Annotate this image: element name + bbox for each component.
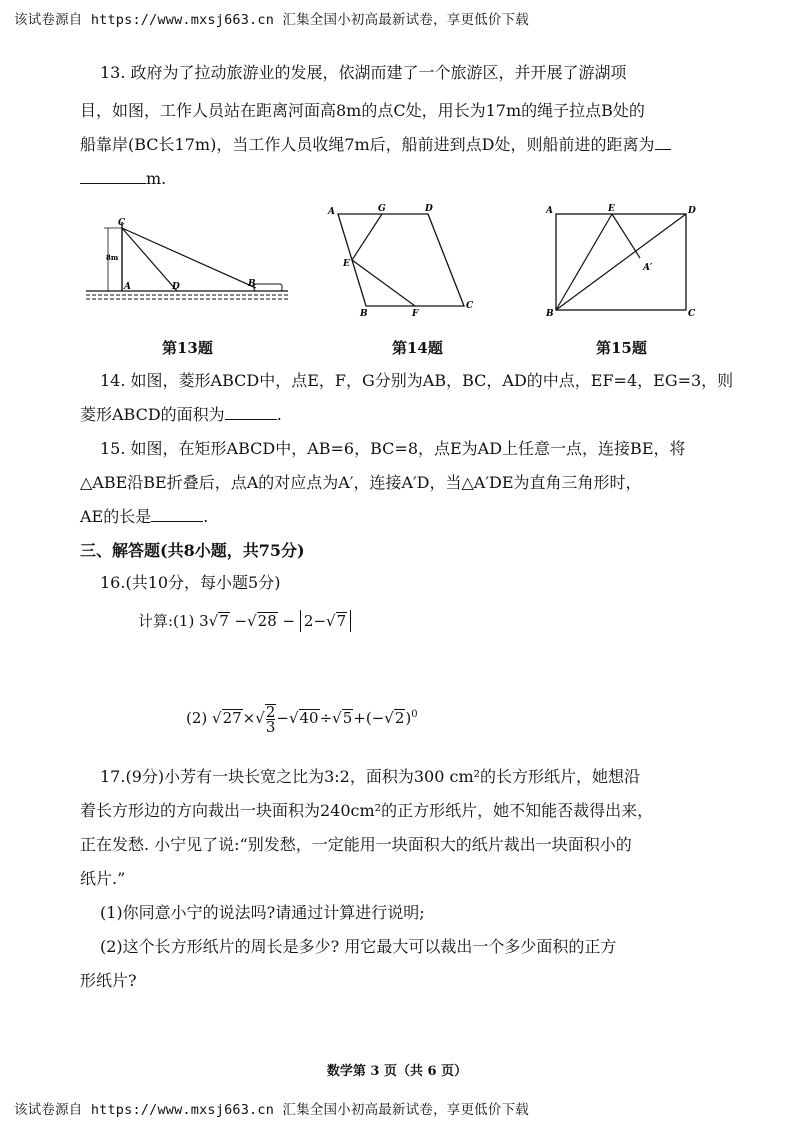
q17-line1: 17.(9分)小芳有一块长宽之比为3:2，面积为300 cm²的长方形纸片，她想沿 bbox=[100, 767, 641, 786]
fig13-caption: 第13题 bbox=[162, 339, 213, 357]
q13-line2: 目，如图，工作人员站在距离河面高8m的点C处，用长为17m的绳子拉点B处的 bbox=[80, 101, 645, 120]
fig13-label-b: B bbox=[248, 279, 256, 289]
fig14-segment-ef bbox=[352, 260, 415, 306]
fig15-label-c: C bbox=[688, 309, 696, 319]
q16-p2-div: ÷ bbox=[319, 709, 333, 727]
q16-p1-abs-radicand: 7 bbox=[336, 612, 347, 630]
fig15-segment-ea1 bbox=[612, 214, 640, 258]
q15-line3 bbox=[80, 500, 208, 534]
q16-p1-minus2: − bbox=[282, 612, 296, 630]
fig15-label-a1: A′ bbox=[643, 263, 653, 273]
q17-sub2-line1: (2)这个长方形纸片的周长是多少? 用它最大可以裁出一个多少面积的正方 bbox=[100, 937, 617, 956]
q17-line4: 纸片.” bbox=[80, 869, 126, 888]
fig14-label-c: C bbox=[466, 301, 474, 311]
fig14-label-d: D bbox=[425, 204, 433, 214]
q16-p2-radicand4: 2 bbox=[394, 709, 405, 727]
q16-p2-den: 3 bbox=[265, 718, 276, 736]
fig14-label-f: F bbox=[412, 309, 419, 319]
watermark-text-a: 该试卷源自 bbox=[14, 12, 83, 28]
q16-p1-coef: 3 bbox=[199, 612, 209, 630]
fig13-label-d: D bbox=[172, 282, 180, 292]
q17-sub1: (1)你同意小宁的说法吗?请通过计算进行说明; bbox=[100, 903, 425, 922]
watermark-text-b: 汇集全国小初高最新试卷，享更低价下载 bbox=[282, 12, 529, 28]
q17-sub2-line2: 形纸片? bbox=[80, 971, 137, 990]
q16-p2-close: ) bbox=[405, 709, 412, 727]
fig14-label-g: G bbox=[378, 204, 386, 214]
fig15-segment-be bbox=[556, 214, 612, 310]
q16-p2-radicand2: 40 bbox=[299, 709, 319, 727]
fig14-caption: 第14题 bbox=[392, 339, 443, 357]
q17-line2: 着长方形边的方向裁出一块面积为240cm²的正方形纸片，她不知能否裁得出来， bbox=[80, 801, 654, 820]
q16-part1: 计算:(1) 3√7 −√28 − 2−√7 bbox=[138, 610, 351, 631]
q16-part2: (2) √27×√ $\frac{2}{3}$ $-√40\div√5+(-√2)^0$ bbox=[186, 703, 418, 736]
top-watermark bbox=[14, 8, 529, 28]
fig13-boat bbox=[254, 284, 282, 291]
q13-blank-start bbox=[655, 148, 671, 150]
q13-line3 bbox=[80, 128, 671, 162]
q13-unit: m. bbox=[146, 169, 167, 188]
q16-p2-fraction bbox=[265, 704, 277, 734]
q16-p1-radicand2: 28 bbox=[257, 612, 277, 630]
q16-p1-minus: − bbox=[234, 612, 248, 630]
q13-line4 bbox=[80, 162, 166, 196]
fig14-rhombus bbox=[338, 214, 464, 306]
q16-p2-plus: +(− bbox=[353, 709, 385, 727]
fig15-label-e: E bbox=[608, 204, 615, 214]
fig15-caption: 第15题 bbox=[596, 339, 647, 357]
q15-line3-text: AE的长是 bbox=[80, 507, 152, 526]
q13-answer-blank[interactable] bbox=[80, 182, 146, 184]
fig13-label-height: 8m bbox=[106, 253, 119, 262]
bottom-watermark-text-b: 汇集全国小初高最新试卷，享更低价下载 bbox=[282, 1102, 529, 1118]
q14-answer-blank[interactable] bbox=[225, 418, 277, 420]
fig14-label-e: E bbox=[343, 259, 350, 269]
q16-p2-exp: 0 bbox=[411, 709, 418, 720]
fig13-label-a: A bbox=[124, 282, 131, 292]
bottom-watermark bbox=[14, 1098, 529, 1118]
q16-p2-times: × bbox=[242, 709, 256, 727]
fig15-label-d: D bbox=[688, 206, 696, 216]
q15-end: . bbox=[203, 507, 209, 526]
watermark-url[interactable]: https://www.mxsj663.cn bbox=[90, 12, 275, 28]
q16-p1-radicand1: 7 bbox=[219, 612, 229, 630]
bottom-watermark-url[interactable]: https://www.mxsj663.cn bbox=[90, 1102, 275, 1118]
fig15-label-a: A bbox=[546, 206, 553, 216]
bottom-watermark-text-a: 该试卷源自 bbox=[14, 1102, 83, 1118]
q15-answer-blank[interactable] bbox=[151, 520, 203, 522]
q16-p2-radicand1: 27 bbox=[222, 709, 242, 727]
q15-line1: 15. 如图，在矩形ABCD中，AB=6，BC=8，点E为AD上任意一点，连接BE，将 bbox=[100, 439, 686, 458]
fig15-label-b: B bbox=[546, 309, 554, 319]
q16-p1-label: 计算:(1) bbox=[138, 612, 195, 630]
q14-line2-text: 菱形ABCD的面积为 bbox=[80, 405, 225, 424]
q17-line3: 正在发愁. 小宁见了说:“别发愁，一定能用一块面积大的纸片裁出一块面积小的 bbox=[80, 835, 632, 854]
q16-head: 16.(共10分，每小题5分) bbox=[100, 573, 281, 592]
q16-p2-num: 2 bbox=[265, 703, 276, 721]
q14-line2 bbox=[80, 398, 282, 432]
q14-end: . bbox=[276, 405, 282, 424]
page-footer: 数学第 3 页（共 6 页） bbox=[326, 1064, 468, 1079]
fig13-rope-cb bbox=[122, 228, 256, 288]
figure-14 bbox=[318, 200, 478, 320]
figure-15 bbox=[540, 200, 710, 320]
section3-title: 三、解答题(共8小题，共75分) bbox=[80, 541, 305, 560]
q16-p2-radicand3: 5 bbox=[342, 709, 353, 727]
fig14-label-b: B bbox=[360, 309, 368, 319]
q13-line1: 13. 政府为了拉动旅游业的发展，依湖而建了一个旅游区，并开展了游湖项 bbox=[100, 63, 627, 82]
q16-p2-label: (2) bbox=[186, 709, 208, 727]
q16-p1-abs-a: 2− bbox=[303, 612, 327, 630]
q15-line2: △ABE沿BE折叠后，点A的对应点为A′，连接A′D，当△A′DE为直角三角形时， bbox=[80, 473, 642, 492]
fig14-label-a: A bbox=[328, 207, 335, 217]
q16-p2-minus: − bbox=[276, 709, 289, 727]
q13-line3-text: 船靠岸(BC长17m)，当工作人员收绳7m后，船前进到点D处，则船前进的距离为 bbox=[80, 135, 655, 154]
q14-line1: 14. 如图，菱形ABCD中，点E，F，G分别为AB，BC，AD的中点，EF=4，EG=3，则 bbox=[100, 371, 734, 390]
figure-13 bbox=[84, 214, 294, 310]
fig13-label-c: C bbox=[118, 218, 126, 228]
fig14-segment-eg bbox=[352, 214, 382, 260]
q16-p1-abs: 2−√7 bbox=[300, 610, 351, 632]
